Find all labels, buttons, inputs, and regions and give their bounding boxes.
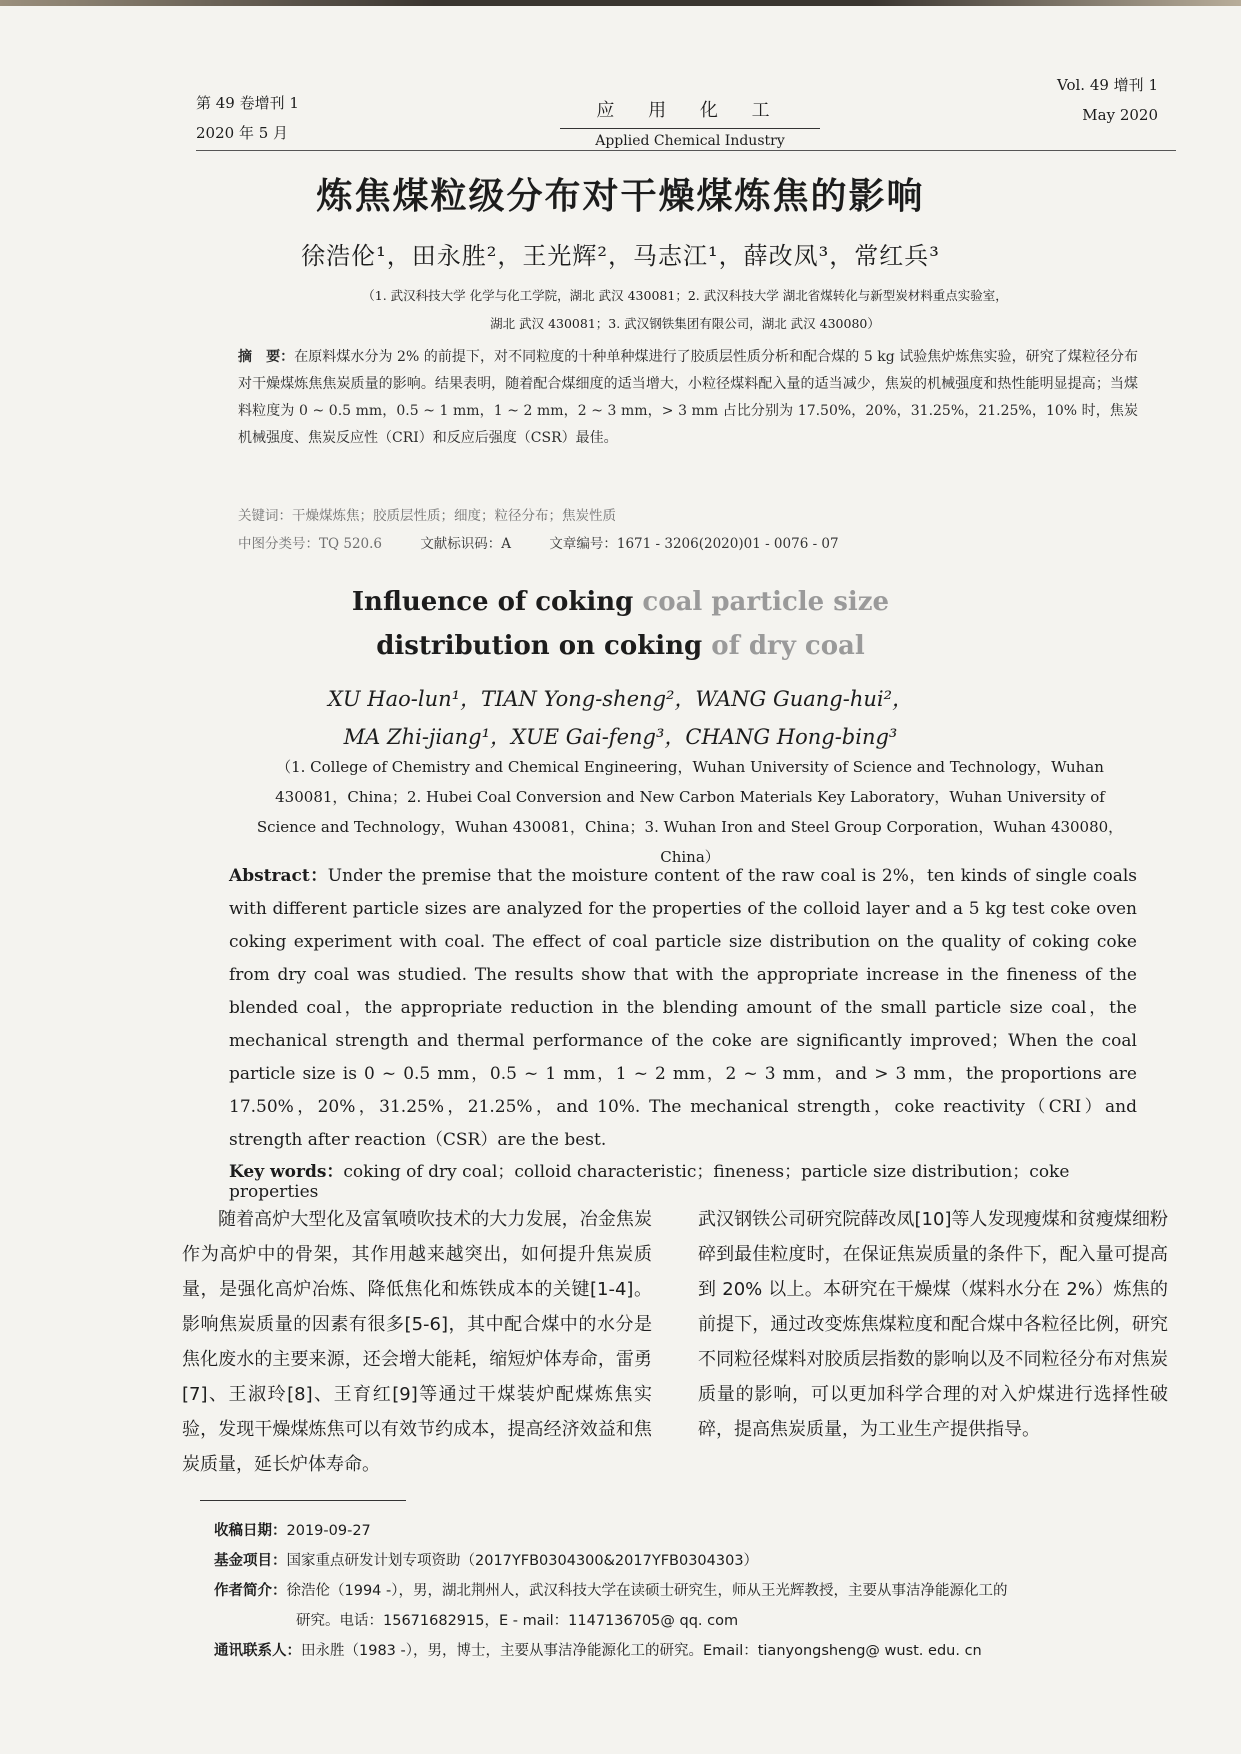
title-en-line2-faded: of dry coal [702,631,865,661]
body-column-left: 随着高炉大型化及富氧喷吹技术的大力发展，冶金焦炭作为高炉中的骨架，其作用越来越突出，如何提升焦炭质量，是强化高炉冶炼、降低焦化和炼铁成本的关键[1-4]。影响焦炭质量的因素有很多[5-6]，其中配合煤中的水分是焦化废水的主要来源，还会增大能耗，缩短炉体寿命，雷勇[7]、王淑玲[8]、王育红[9]等通过干煤装炉配煤炼焦实验，发现干燥煤炼焦可以有效节约成本，提高经济效益和焦炭质量，延长炉体寿命。 [182,1209,652,1475]
keywords-en-label: Key words： [229,1162,344,1182]
authors-cn: 徐浩伦¹，田永胜²，王光辉²，马志江¹，薛改凤³，常红兵³ [301,242,940,270]
paper-title-en [0,580,1241,668]
abstract-cn-text: 在原料煤水分为 2% 的前提下，对不同粒度的十种单种煤进行了胶质层性质分析和配合煤的 5 kg 试验焦炉炼焦实验，研究了煤粒径分布对干燥煤炼焦焦炭质量的影响。结果表明，随着配合煤细度的适当增大，小粒径煤料配入量的适当减少，焦炭的机械强度和热性能明显提高；当煤料粒度为 0 ~ 0.5 mm，0.5 ~ 1 mm，1 ~ 2 mm，2 ~ 3 mm，> 3 mm 占比分别为 17.50%，20%，31.25%，21.25%，10% 时，焦炭机械强度、焦炭反应性（CRI）和反应后强度（CSR）最佳。 [238,349,1138,446]
footnote-fund: 基金项目：国家重点研发计划专项资助（2017YFB0304300&2017YFB0304303） [214,1553,759,1569]
classification-cn [238,532,1138,552]
date-cn: 2020 年 5 月 [196,124,289,142]
footnote-contact: 通讯联系人：田永胜（1983 -），男，博士，主要从事洁净能源化工的研究。Email：tianyongsheng@ wust. edu. cn [214,1643,982,1659]
authors-en-line: XU Hao-lun¹，TIAN Yong-sheng²，WANG Guang-hui²， [327,687,914,711]
body-column-right: 武汉钢铁公司研究院薛改凤[10]等人发现瘦煤和贫瘦煤细粉碎到最佳粒度时，在保证焦炭质量的条件下，配入量可提高到 20% 以上。本研究在干燥煤（煤料水分在 2%）炼焦的前提下，通过改变炼焦煤粒度和配合煤中各粒径比例，研究不同粒径煤料对胶质层指数的影响以及不同粒径分布对焦炭质量的影响，可以更加科学合理的对入炉煤进行选择性破碎，提高焦炭质量，为工业生产提供指导。 [698,1209,1168,1440]
affiliation-cn [270,282,1100,338]
volume-cn: 第 49 卷增刊 1 [196,94,299,112]
journal-name-en: Applied Chemical Industry [560,128,820,149]
affiliation-cn-line: （1. 武汉科技大学 化学与化工学院，湖北 武汉 430081；2. 武汉科技大学 湖北省煤转化与新型炭材料重点实验室， [362,288,1008,303]
header-divider [196,150,1176,151]
volume-en: Vol. 49 增刊 1 [1057,76,1158,94]
article-number: 文章编号：1671 - 3206(2020)01 - 0076 - 07 [549,536,839,552]
footnote-received: 收稿日期：2019-09-27 [214,1523,371,1539]
date-en: May 2020 [1082,106,1158,124]
abstract-en [229,860,1137,1157]
abstract-cn-label: 摘 要： [238,349,295,365]
footnote-divider [200,1500,406,1501]
header-left [196,88,299,148]
header-journal [560,96,820,149]
header-right [1057,70,1158,130]
authors-en-line: MA Zhi-jiang¹，XUE Gai-feng³，CHANG Hong-bing³ [343,725,898,749]
footnotes [214,1516,1174,1666]
keywords-en-text: coking of dry coal；colloid characteristic；fineness；particle size distribution；coke properties [229,1162,1070,1202]
paper-title-cn: 炼焦煤粒级分布对干燥煤炼焦的影响 [316,176,925,217]
affiliation-cn-line: 湖北 武汉 430081；3. 武汉钢铁集团有限公司，湖北 武汉 430080） [490,316,880,331]
abstract-en-text: Under the premise that the moisture content of the raw coal is 2%，ten kinds of single coals with different particle sizes are analyzed for the properties of the colloid layer and a 5 kg test coke oven coking experiment with coal. The effect of coal particle size distribution on the quality of coking coke from dry coal was studied. The results show that with the appropriate increase in the fineness of the blended coal，the appropriate reduction in the blending amount of the small particle size coal，the mechanical strength and thermal performance of the coke are significantly improved；When the coal particle size is 0 ~ 0.5 mm，0.5 ~ 1 mm，1 ~ 2 mm，2 ~ 3 mm，and > 3 mm，the proportions are 17.50%，20%，31.25%，21.25%，and 10%. The mechanical strength，coke reactivity（CRI）and strength after reaction（CSR）are the best. [229,866,1137,1150]
clc-number: 中图分类号：TQ 520.6 [238,536,383,552]
journal-name-cn: 应 用 化 工 [596,100,784,121]
abstract-en-label: Abstract： [229,866,328,886]
keywords-en [229,1157,1137,1202]
document-code: 文献标识码：A [420,536,512,552]
keywords-cn: 关键词：干燥煤炼焦；胶质层性质；细度；粒径分布；焦炭性质 [238,508,616,524]
abstract-cn [238,344,1138,452]
authors-en [0,680,1241,756]
title-en-line2: distribution on coking [376,631,703,661]
title-en-line1: Influence of coking [351,587,634,617]
affiliation-en: （1. College of Chemistry and Chemical Engineering，Wuhan University of Science and Technology，Wuhan 430081，China；2. Hubei Coal Conversion and New Carbon Materials Key Laboratory，Wuhan University of Science and Technology，Wuhan 430081，China；3. Wuhan Iron and Steel Group Corporation，Wuhan 430080，China） [256,758,1124,866]
footnote-author: 作者简介：徐浩伦（1994 -），男，湖北荆州人，武汉科技大学在读硕士研究生，师从王光辉教授，主要从事洁净能源化工的 研究。电话：15671682915，E - mail：1147136705@ qq. com [214,1583,1008,1629]
title-en-line1-faded: coal particle size [633,587,890,617]
